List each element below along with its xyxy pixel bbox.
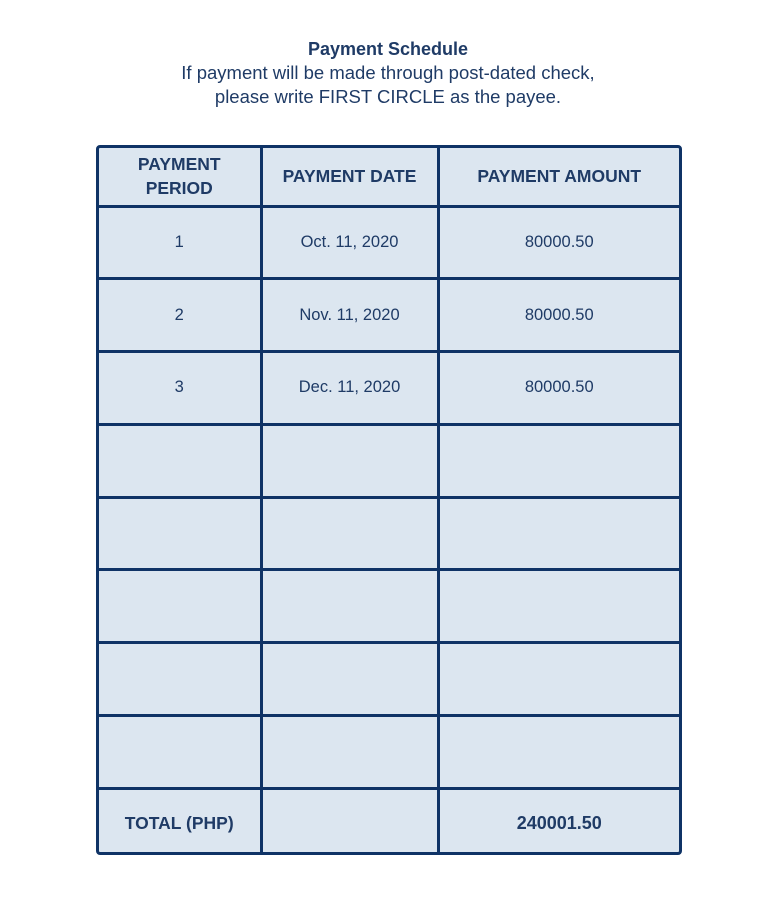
cell-period	[99, 570, 261, 643]
cell-date	[261, 424, 438, 497]
cell-amount: 80000.50	[438, 279, 679, 352]
cell-amount	[438, 424, 679, 497]
total-row	[99, 788, 679, 855]
payee-instruction-line-1: If payment will be made through post-dated check,	[181, 62, 595, 83]
payee-instruction-line-2: please write FIRST CIRCLE as the payee.	[214, 86, 562, 107]
total-date-cell	[261, 788, 438, 855]
cell-amount	[438, 716, 679, 789]
cell-date: Nov. 11, 2020	[261, 279, 438, 352]
total-label: TOTAL (PHP)	[99, 788, 261, 855]
cell-amount: 80000.50	[438, 352, 679, 425]
cell-date	[261, 570, 438, 643]
table-row	[99, 352, 679, 425]
table-row	[99, 206, 679, 279]
page-title: Payment Schedule	[307, 39, 469, 59]
table-row-empty	[99, 570, 679, 643]
cell-date	[261, 716, 438, 789]
table-row-empty	[99, 716, 679, 789]
table-row-empty	[99, 424, 679, 497]
payment-schedule-table	[96, 145, 682, 855]
column-header-period-line-1: PAYMENT	[137, 154, 221, 175]
cell-period: 2	[99, 279, 261, 352]
column-header-amount: PAYMENT AMOUNT	[438, 148, 679, 206]
cell-date: Dec. 11, 2020	[261, 352, 438, 425]
cell-amount	[438, 570, 679, 643]
cell-period	[99, 716, 261, 789]
table-row-empty	[99, 497, 679, 570]
cell-amount	[438, 497, 679, 570]
column-header-period	[99, 148, 261, 206]
table-header-row	[99, 148, 679, 206]
table-row	[99, 279, 679, 352]
cell-period: 3	[99, 352, 261, 425]
cell-amount: 80000.50	[438, 206, 679, 279]
table-row-empty	[99, 643, 679, 716]
cell-period: 1	[99, 206, 261, 279]
column-header-date: PAYMENT DATE	[261, 148, 438, 206]
cell-period	[99, 497, 261, 570]
cell-date	[261, 643, 438, 716]
total-amount: 240001.50	[438, 788, 679, 855]
cell-date: Oct. 11, 2020	[261, 206, 438, 279]
cell-date	[261, 497, 438, 570]
page-header	[0, 37, 776, 109]
cell-period	[99, 643, 261, 716]
cell-period	[99, 424, 261, 497]
cell-amount	[438, 643, 679, 716]
column-header-period-line-2: PERIOD	[145, 178, 213, 199]
